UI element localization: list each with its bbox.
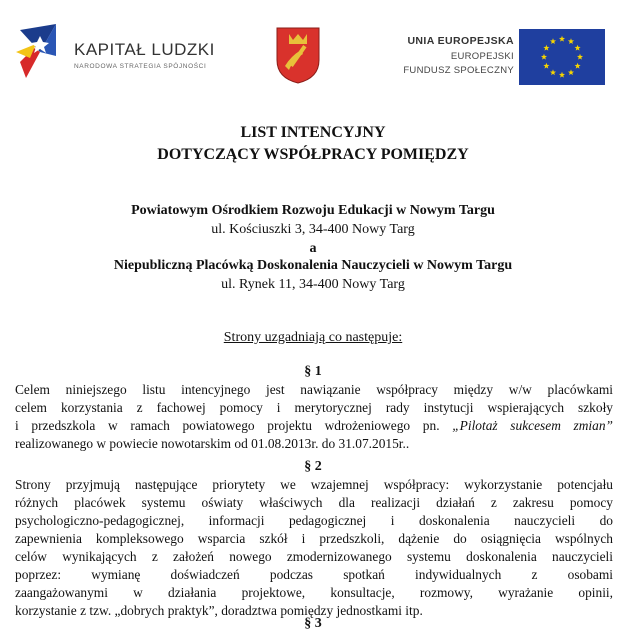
section-2-line: zaangażowanymi w działania projektowe, konsultacje, rozmowy, wyrażanie opinii,	[15, 585, 613, 600]
section-2-line: celów wynikających z założeń nowego zmodernizowanego systemu doskonalenia nauczycieli	[15, 549, 613, 564]
section-2-line: psychologiczno-pedagogicznej, informacji pedagogicznej i doskonalenia nauczycieli do	[15, 513, 613, 528]
section-2-line: różnych placówek systemu oświaty właściwych dla realizacji działań z zakresu pomocy	[15, 495, 613, 510]
agreement-heading: Strony uzgadniają co następuje:	[223, 330, 403, 345]
eu-title: UNIA EUROPEJSKA	[407, 35, 514, 47]
section-2-line: korzystanie z tzw. „dobrych praktyk”, doradztwa pomiędzy jednostkami itp.	[15, 603, 423, 618]
document-subtitle: DOTYCZĄCY WSPÓŁPRACY POMIĘDZY	[157, 146, 469, 163]
eu-subtitle-1: EUROPEJSKI	[450, 51, 514, 62]
section-2-line: Strony przyjmują następujące priorytety we wzajemnej współpracy: wykorzystanie potencjału	[15, 477, 613, 492]
section-2-heading: § 2	[304, 459, 322, 474]
section-1-line: Celem niniejszego listu intencyjnego jest nawiązanie współpracy między w/w placówkami	[15, 382, 613, 397]
party-1-address: ul. Kościuszki 3, 34-400 Nowy Targ	[211, 222, 415, 237]
section-1-body	[15, 381, 613, 453]
section-2-body	[15, 476, 613, 620]
eu-subtitle-2: FUNDUSZ SPOŁECZNY	[403, 65, 514, 76]
party-2-address: ul. Rynek 11, 34-400 Nowy Targ	[221, 277, 405, 292]
section-1-line: i przedszkola w ramach powiatowego projektu wdrożeniowego pn. „Pilotaż sukcesem zmian”	[15, 418, 613, 433]
section-1-line: realizowanego w powiecie nowotarskim od 01.08.2013r. do 31.07.2015r..	[15, 436, 410, 451]
nowy-targ-crest-icon	[275, 26, 321, 84]
kapital-ludzki-title: KAPITAŁ LUDZKI	[74, 40, 215, 59]
party-1-name: Powiatowym Ośrodkiem Rozwoju Edukacji w Nowym Targu	[131, 203, 495, 218]
party-conjunction: a	[309, 241, 317, 256]
kapital-ludzki-logo-icon	[16, 22, 60, 80]
section-1-heading: § 1	[304, 364, 322, 379]
kapital-ludzki-subtitle: NARODOWA STRATEGIA SPÓJNOŚCI	[74, 63, 207, 70]
eu-flag-icon	[519, 29, 605, 85]
section-2-line: poprzez: wymianę doświadczeń podczas spotkań indywidualnych z osobami	[15, 567, 613, 582]
project-name: „Pilotaż sukcesem zmian”	[452, 418, 613, 433]
section-2-line: zapewnienia kompleksowego wsparcia szkół i przedszkoli, dążenie do osiągnięcia wspólnych	[15, 531, 613, 546]
section-1-line: celem korzystania z fachowej pomocy i merytorycznej rady instytucji wspierających szkoły	[15, 400, 613, 415]
document-title: LIST INTENCYJNY	[240, 124, 386, 141]
party-2-name: Niepubliczną Placówką Doskonalenia Nauczycieli w Nowym Targu	[113, 258, 513, 273]
section-3-heading: § 3	[304, 616, 322, 631]
document-header	[0, 0, 626, 110]
